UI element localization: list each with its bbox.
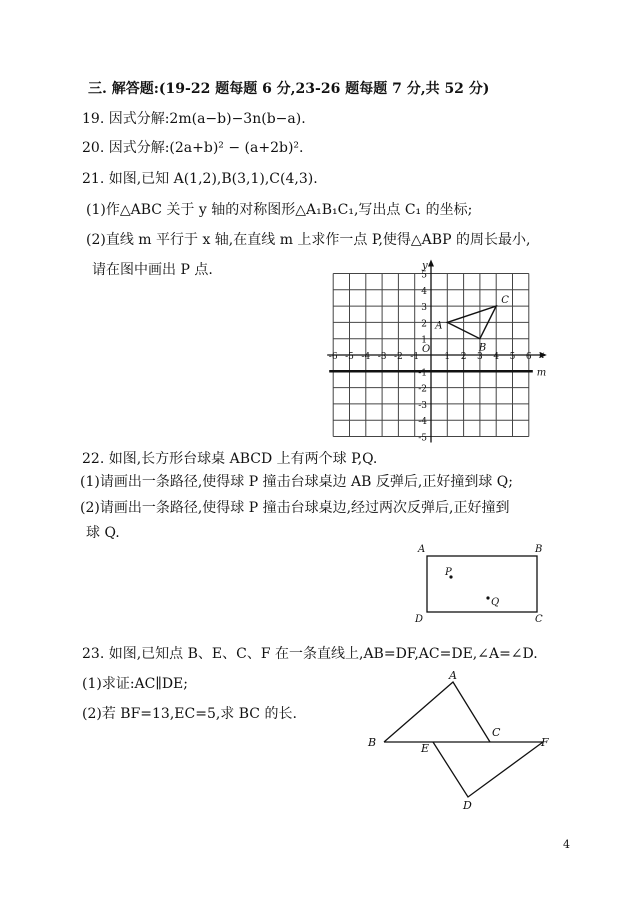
question-22-stem: 22. 如图,长方形台球桌 ABCD 上有两个球 P,Q. <box>82 451 378 467</box>
x-tick-label: 4 <box>493 352 500 362</box>
x-tick-label: 1 <box>444 352 451 362</box>
origin-label: O <box>422 344 431 355</box>
label-D: D <box>463 799 472 812</box>
y-tick-label: 5 <box>421 270 427 281</box>
y-tick-label: -1 <box>418 368 427 379</box>
label-C: C <box>492 726 501 739</box>
question-22-part1: (1)请画出一条路径,使得球 P 撞击台球桌边 AB 反弹后,正好撞到球 Q; <box>80 474 513 490</box>
x-tick-label: -2 <box>394 352 403 362</box>
label-C: C <box>535 614 543 625</box>
x-tick-label: -1 <box>410 352 420 362</box>
label-F: F <box>541 736 549 749</box>
y-tick-label: 4 <box>421 286 427 297</box>
question-22-part2-line2: 球 Q. <box>86 525 120 541</box>
y-axis-label: y <box>422 260 428 272</box>
y-tick-label: -2 <box>418 384 427 395</box>
question-21-part2-line1: (2)直线 m 平行于 x 轴,在直线 m 上求作一点 P,使得△ABP 的周长最小, <box>86 232 531 248</box>
point-label-B: B <box>478 342 487 354</box>
label-E: E <box>421 742 430 755</box>
question-21-part1: (1)作△ABC 关于 y 轴的对称图形△A₁B₁C₁,写出点 C₁ 的坐标; <box>86 202 473 218</box>
x-tick-label: 2 <box>460 352 467 362</box>
y-tick-label: -3 <box>418 400 427 411</box>
y-tick-label: -4 <box>418 417 427 428</box>
question-19: 19. 因式分解:2m(a−b)−3n(b−a). <box>82 111 306 127</box>
question-21-stem: 21. 如图,已知 A(1,2),B(3,1),C(4,3). <box>82 171 318 187</box>
question-20: 20. 因式分解:(2a+b)² − (a+2b)². <box>82 140 304 156</box>
y-tick-label: 2 <box>421 319 427 330</box>
section-header: 三. 解答题:(19-22 题每题 6 分,23-26 题每题 7 分,共 52 分) <box>88 81 490 97</box>
x-tick-label: 3 <box>477 352 483 362</box>
question-23-part2: (2)若 BF=13,EC=5,求 BC 的长. <box>82 706 297 722</box>
question-22-part2-line1: (2)请画出一条路径,使得球 P 撞击台球桌边,经过两次反弹后,正好撞到 <box>80 500 510 516</box>
triangle-DEF <box>433 742 543 797</box>
point-label-A: A <box>435 320 443 332</box>
question-21-part2-line2: 请在图中画出 P 点. <box>92 262 213 278</box>
label-A: A <box>418 544 426 555</box>
label-A: A <box>449 669 457 682</box>
label-Q: Q <box>491 597 500 608</box>
y-tick-label: -5 <box>418 433 427 444</box>
question-23-part1: (1)求证:AC∥DE; <box>82 676 188 692</box>
x-tick-label: -5 <box>345 352 354 362</box>
x-tick-label: 5 <box>509 352 516 362</box>
question-23-stem: 23. 如图,已知点 B、E、C、F 在一条直线上,AB=DF,AC=DE,∠A=∠D. <box>82 646 538 662</box>
x-tick-label: -4 <box>361 352 371 362</box>
point-label-C: C <box>501 295 509 307</box>
label-D: D <box>415 614 424 625</box>
line-m-label: m <box>536 367 547 379</box>
x-tick-label: -6 <box>328 352 338 362</box>
y-tick-label: 3 <box>421 303 427 314</box>
label-B: B <box>535 544 543 555</box>
label-B: B <box>368 736 377 749</box>
triangle-ABC <box>384 682 490 742</box>
x-axis-label: x <box>538 350 545 361</box>
y-tick-label: 1 <box>421 335 427 346</box>
x-tick-label: -3 <box>377 352 387 362</box>
page-number: 4 <box>563 838 570 851</box>
x-tick-label: 6 <box>525 352 532 362</box>
label-P: P <box>445 567 452 578</box>
